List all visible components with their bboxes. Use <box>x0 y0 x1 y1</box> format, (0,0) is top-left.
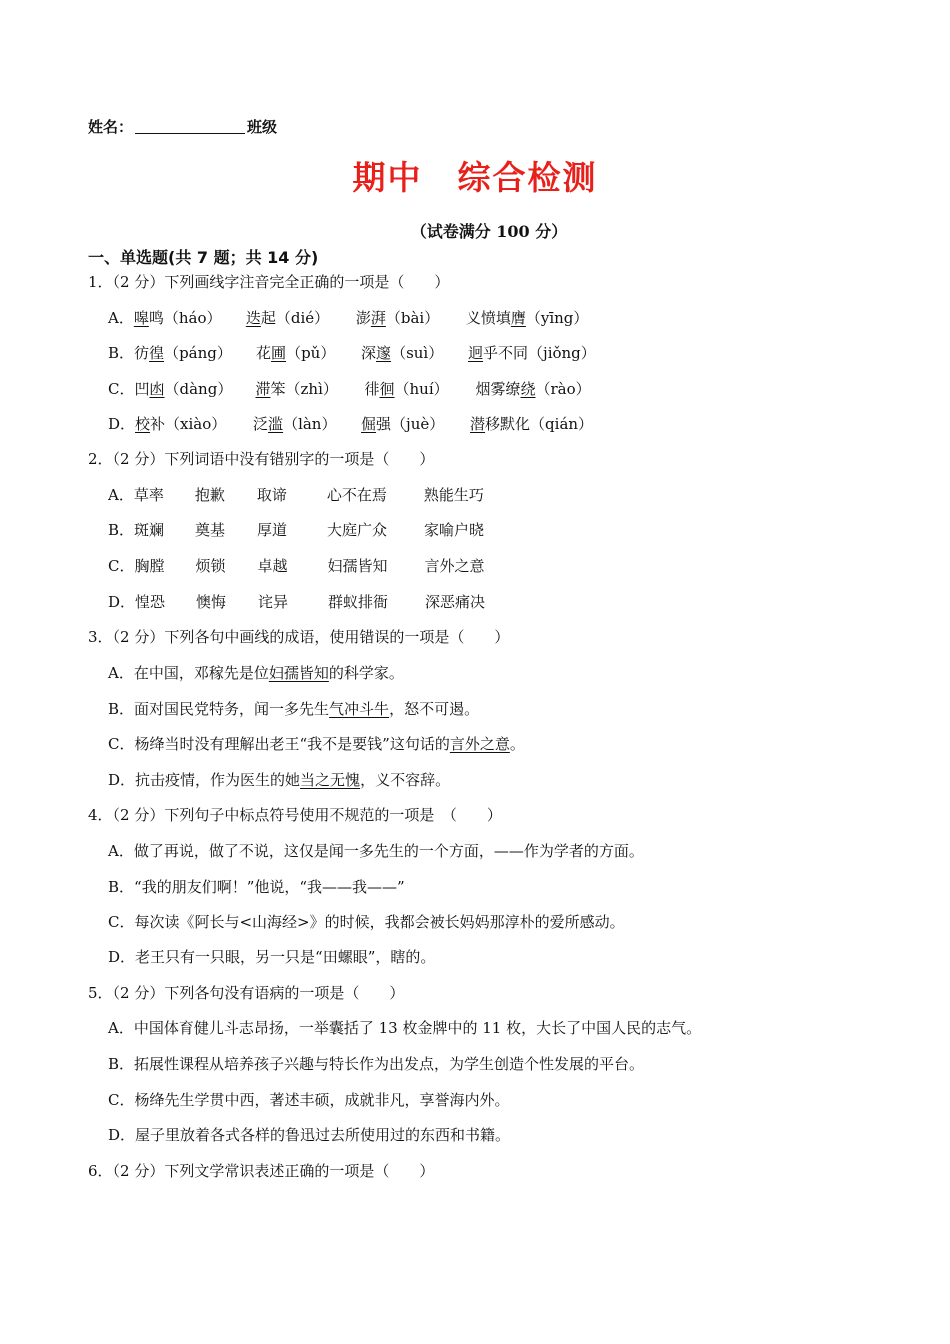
word: 言外之意 <box>424 557 485 575</box>
q1-option-d[interactable] <box>108 413 593 434</box>
q1-option-a[interactable] <box>108 307 588 328</box>
student-info-line <box>88 116 277 137</box>
question-1-stem: 1．（2 分）下列画线字注音完全正确的一项是（ ） <box>88 273 450 291</box>
q4-option-d[interactable]: D．老王只有一只眼，另一只是“田螺眼”，瞎的。 <box>108 948 436 966</box>
pinyin-item: 彷徨（páng） <box>134 344 232 362</box>
word: 诧异 <box>258 593 289 611</box>
word: 懊悔 <box>196 593 227 611</box>
option-letter: C． <box>108 557 135 575</box>
word: 草率 <box>133 486 164 504</box>
exam-title: 期中 综合检测 <box>352 158 598 197</box>
q2-option-a[interactable] <box>108 484 484 505</box>
pinyin-item: 嗥鸣（háo） <box>133 309 222 327</box>
q2-option-c[interactable] <box>108 555 485 576</box>
q1-option-b[interactable] <box>108 342 596 363</box>
pinyin-item: 倔强（juè） <box>361 415 445 433</box>
option-letter: A． <box>108 309 134 327</box>
q4-option-a[interactable]: A．做了再说，做了不说，这仅是闻一多先生的一个方面，——作为学者的方面。 <box>108 842 644 860</box>
option-letter: C． <box>108 380 135 398</box>
word: 取谛 <box>256 486 287 504</box>
pinyin-item: 泛滥（làn） <box>253 415 337 433</box>
option-letter: A． <box>108 486 134 504</box>
pinyin-item: 烟雾缭绕（rào） <box>475 380 591 398</box>
pinyin-item: 澎湃（bài） <box>355 309 440 327</box>
option-letter: B． <box>108 521 135 539</box>
q1-option-c[interactable] <box>108 378 591 399</box>
pinyin-item: 校补（xiào） <box>135 415 227 433</box>
name-blank[interactable] <box>135 119 245 134</box>
pinyin-item: 迥乎不同（jiǒng） <box>468 344 596 362</box>
name-label: 姓名： <box>88 118 134 136</box>
pinyin-item: 花圃（pǔ） <box>256 344 336 362</box>
word: 厚道 <box>257 521 288 539</box>
option-letter: D． <box>108 593 136 611</box>
pinyin-item: 凹凼（dàng） <box>134 380 233 398</box>
word: 惶恐 <box>135 593 166 611</box>
question-6-stem: 6．（2 分）下列文学常识表述正确的一项是（ ） <box>88 1162 435 1180</box>
exam-subtitle: （试卷满分 100 分） <box>410 222 568 241</box>
question-2-stem: 2．（2 分）下列词语中没有错别字的一项是（ ） <box>88 450 435 468</box>
option-letter: D． <box>108 415 136 433</box>
q5-option-d[interactable]: D．屋子里放着各式各样的鲁迅过去所使用过的东西和书籍。 <box>108 1126 511 1144</box>
pinyin-item: 徘徊（huí） <box>364 380 449 398</box>
question-3-stem: 3．（2 分）下列各句中画线的成语，使用错误的一项是（ ） <box>88 628 510 646</box>
word: 卓越 <box>257 557 288 575</box>
word: 熟能生巧 <box>423 486 484 504</box>
word: 深恶痛决 <box>425 593 486 611</box>
pinyin-item: 义愤填膺（yīng） <box>465 309 589 327</box>
pinyin-item: 迭起（dié） <box>245 309 330 327</box>
q2-option-d[interactable] <box>108 591 485 612</box>
word: 心不在焉 <box>326 486 387 504</box>
word: 烦锁 <box>195 557 226 575</box>
q4-option-c[interactable]: C．每次读《阿长与<山海经>》的时候，我都会被长妈妈那淳朴的爱所感动。 <box>108 913 625 931</box>
pinyin-item: 深邃（suì） <box>361 344 444 362</box>
pinyin-item: 潜移默化（qián） <box>470 415 594 433</box>
section-heading: 一、单选题(共 7 题；共 14 分) <box>88 248 319 267</box>
option-letter: B． <box>108 344 135 362</box>
word: 胸膛 <box>134 557 165 575</box>
pinyin-item: 滞笨（zhì） <box>255 380 338 398</box>
q5-option-b[interactable]: B．拓展性课程从培养孩子兴趣与特长作为出发点，为学生创造个性发展的平台。 <box>108 1055 645 1073</box>
word: 家喻户晓 <box>424 521 485 539</box>
q3-option-a[interactable]: A．在中国，邓稼先是位妇孺皆知的科学家。 <box>108 664 404 682</box>
q3-option-b[interactable]: B．面对国民党特务，闻一多先生气冲斗牛，怒不可遏。 <box>108 700 480 718</box>
question-4-stem: 4．（2 分）下列句子中标点符号使用不规范的一项是 （ ） <box>88 806 502 824</box>
q3-option-d[interactable]: D．抗击疫情，作为医生的她当之无愧，义不容辞。 <box>108 771 451 789</box>
question-5-stem: 5．（2 分）下列各句没有语病的一项是（ ） <box>88 984 405 1002</box>
word: 群蚁排衙 <box>328 593 389 611</box>
q5-option-a[interactable]: A．中国体育健儿斗志昂扬，一举囊括了 13 枚金牌中的 11 枚，大长了中国人民的志气。 <box>108 1019 702 1037</box>
q3-option-c[interactable]: C．杨绛当时没有理解出老王“我不是要钱”这句话的言外之意。 <box>108 735 525 753</box>
class-label: 班级 <box>247 118 278 136</box>
word: 抱歉 <box>194 486 225 504</box>
word: 妇孺皆知 <box>327 557 388 575</box>
word: 大庭广众 <box>327 521 388 539</box>
q4-option-b[interactable]: B．“我的朋友们啊！”他说，“我——我——” <box>108 878 405 896</box>
word: 奠基 <box>195 521 226 539</box>
word: 斑斓 <box>134 521 165 539</box>
q2-option-b[interactable] <box>108 519 484 540</box>
q5-option-c[interactable]: C．杨绛先生学贯中西，著述丰硕，成就非凡，享誉海内外。 <box>108 1091 510 1109</box>
